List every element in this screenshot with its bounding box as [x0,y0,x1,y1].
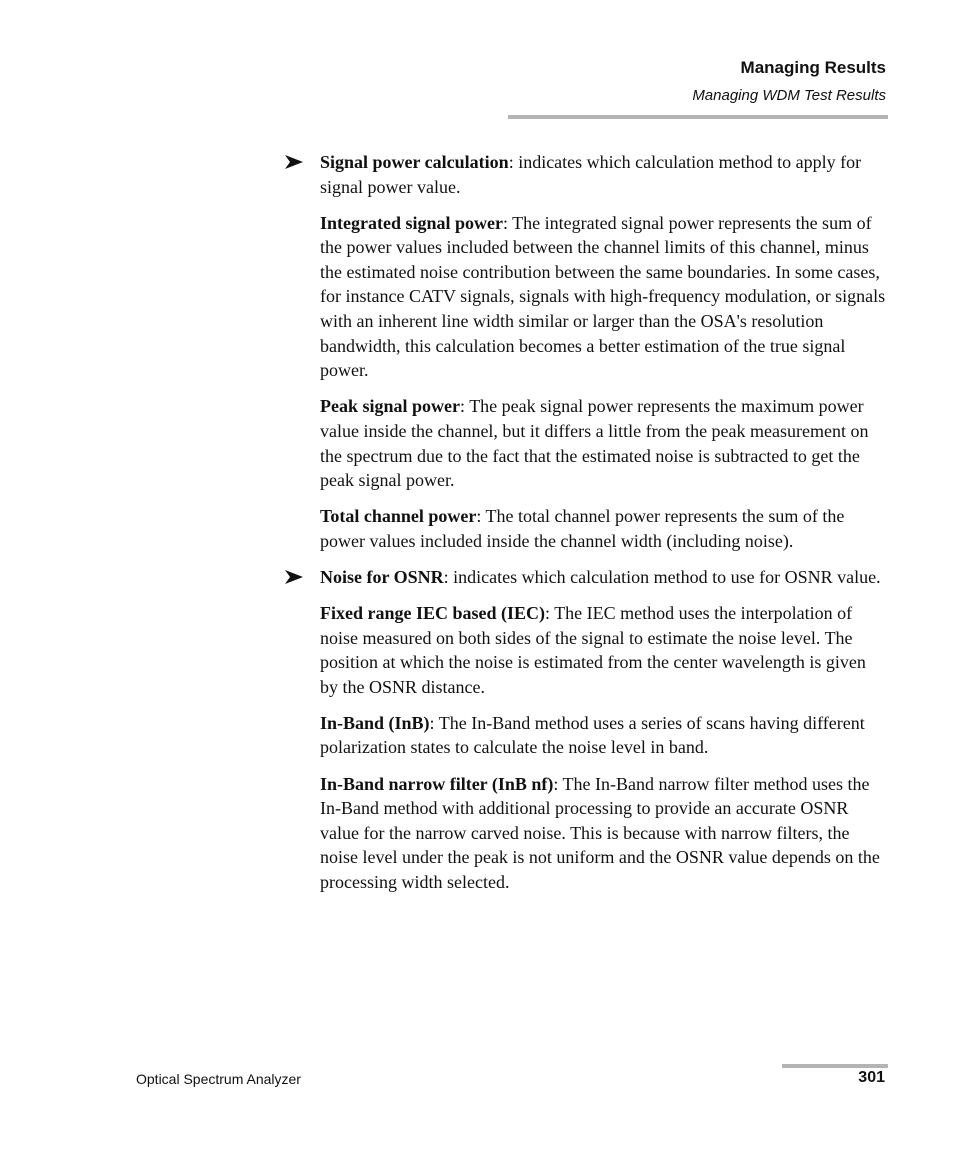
option-in-band [320,711,888,760]
option-integrated-signal-power [320,211,888,383]
desc-total-channel-power: : The total channel power represents the sum of the power values included inside the channel width (including noise). [320,506,845,551]
arrow-bullet-icon [284,569,304,585]
arrow-bullet-icon [284,154,304,170]
header-rule [508,115,888,119]
desc-signal-power-calculation: : indicates which calculation method to apply for signal power value. [320,152,862,197]
desc-in-band: : The In-Band method uses a series of scans having different polarization states to calculate the noise level in band. [320,712,865,758]
desc-fixed-range-iec: : The IEC method uses the interpolation of noise measured on both sides of the signal to estimate the noise level. The position at which the noise is estimated from the center wavelength is given by the OSNR distance. [320,603,866,697]
term-total-channel-power: Total channel power [320,506,477,527]
desc-in-band-narrow-filter: : The In-Band narrow filter method uses the In-Band method with additional processing to provide an accurate OSNR value for the narrow carved noise. This is because with narrow filters, the noise level under the peak is not uniform and the OSNR value depends on the processing width selected. [320,773,880,892]
term-noise-for-osnr: Noise for OSNR [320,566,444,587]
page-number: 301 [858,1069,885,1086]
option-fixed-range-iec [320,601,888,699]
page-content [320,150,888,906]
footer-rule [782,1064,888,1068]
term-in-band: In-Band (InB) [320,712,430,733]
option-in-band-narrow-filter [320,772,888,895]
bullet-noise-for-osnr [320,565,888,590]
option-peak-signal-power [320,394,888,492]
desc-peak-signal-power: : The peak signal power represents the maximum power value inside the channel, but it differs a little from the peak measurement on the spectrum due to the fact that the estimated noise is subtracted to get the peak signal power. [320,396,869,491]
running-header-subtitle: Managing WDM Test Results [692,87,886,104]
desc-integrated-signal-power: : The integrated signal power represents the sum of the power values included between the channel limits of this channel, minus the estimated noise contribution between the same boundaries. In some cases, for instance CATV signals, signals with high-frequency modulation, or signals with an inherent line width similar or larger than the OSA's resolution bandwidth, this calculation becomes a better estimation of the true signal power. [320,212,886,381]
running-header-title: Managing Results [740,58,886,77]
bullet-signal-power-calculation [320,150,888,199]
term-fixed-range-iec: Fixed range IEC based (IEC) [320,603,546,623]
desc-noise-for-osnr: : indicates which calculation method to use for OSNR value. [443,566,881,587]
option-total-channel-power [320,504,888,553]
term-peak-signal-power: Peak signal power [320,396,461,417]
footer-product-name: Optical Spectrum Analyzer [136,1071,301,1087]
term-in-band-narrow-filter: In-Band narrow filter (InB nf) [320,773,554,794]
term-integrated-signal-power: Integrated signal power [320,212,503,233]
term-signal-power-calculation: Signal power calculation [320,152,509,172]
